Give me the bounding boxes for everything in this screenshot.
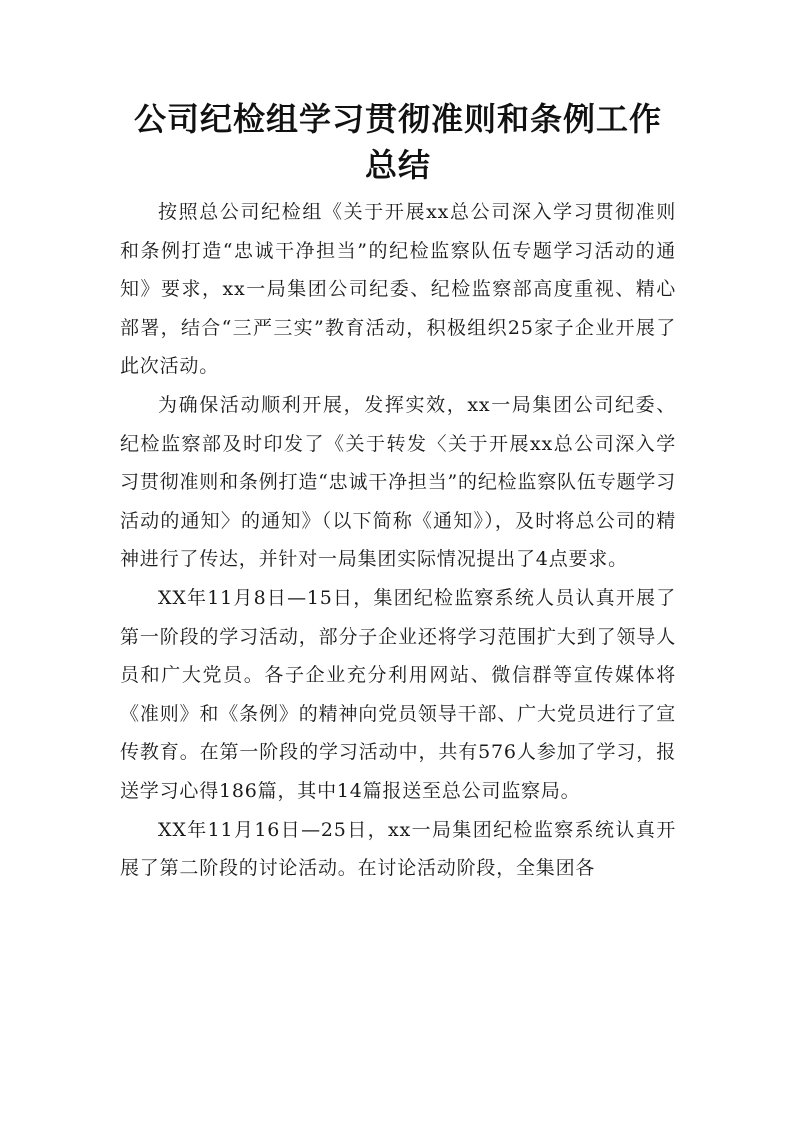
paragraph-4: XX年11月16日—25日，xx一局集团纪检监察系统认真开展了第二阶段的讨论活动。在讨论活动阶段，全集团各	[120, 818, 676, 880]
paragraph-3: XX年11月8日—15日，集团纪检监察系统人员认真开展了第一阶段的学习活动，部分子企业还将学习范围扩大到了领导人员和广大党员。各子企业充分利用网站、微信群等宣传媒体将《准则》和《条例》的精神向党员领导干部、广大党员进行了宣传教育。在第一阶段的学习活动中，共有576人参加了学习，报送学习心得186篇，其中14篇报送至总公司监察局。	[120, 586, 676, 802]
paragraph-1: 按照总公司纪检组《关于开展xx总公司深入学习贯彻准则和条例打造“忠诚干净担当”的纪检监察队伍专题学习活动的通知》要求，xx一局集团公司纪委、纪检监察部高度重视、精心部署，结合“三严三实”教育活动，积极组织25家子企业开展了此次活动。	[120, 201, 676, 378]
paragraph-2: 为确保活动顺利开展，发挥实效，xx一局集团公司纪委、纪检监察部及时印发了《关于转发〈关于开展xx总公司深入学习贯彻准则和条例打造“忠诚干净担当”的纪检监察队伍专题学习活动的通知〉的通知》（以下简称《通知》），及时将总公司的精神进行了传达，并针对一局集团实际情况提出了4点要求。	[120, 393, 676, 571]
document-title: 公司纪检组学习贯彻准则和条例工作总结	[133, 100, 662, 184]
document-body	[120, 193, 676, 888]
